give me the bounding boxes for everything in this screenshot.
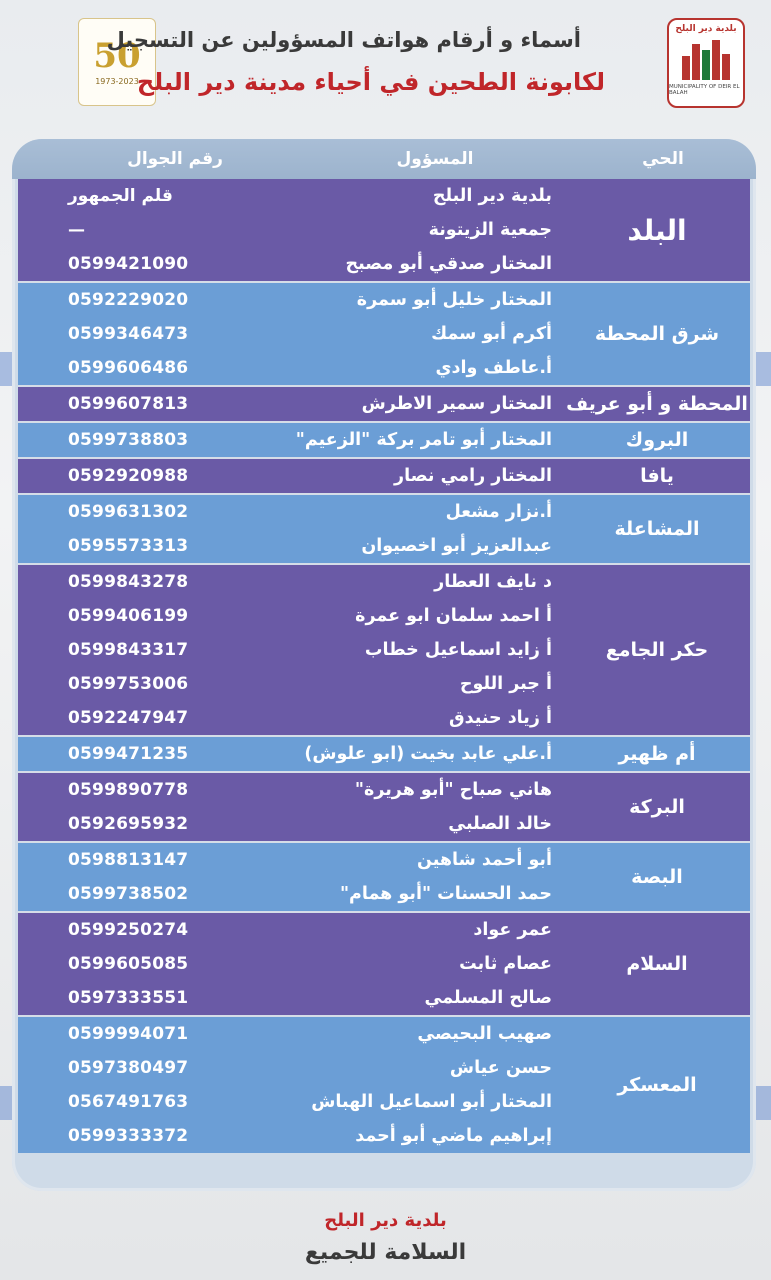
header-person: المسؤول [396,149,474,169]
contact-name: أكرم أبو سمك [431,324,552,344]
contact-name: المختار أبو اسماعيل الهباش [311,1092,552,1112]
hood-contacts [18,283,564,385]
header-phone: رقم الجوال [127,149,223,169]
contact-phone: 0599738502 [68,884,189,904]
hood-group [18,179,750,281]
registration-table [12,139,756,1191]
contact-name: صهيب البحيصي [417,1024,552,1044]
contact-name: عصام ثابت [459,954,552,974]
table-row [18,913,564,947]
anniversary-number: 50 [93,35,141,76]
hood-contacts [18,843,564,911]
hood-group [18,841,750,911]
contact-phone: 0599333372 [68,1126,189,1146]
table-row [18,947,564,981]
contact-name: المختار صدقي أبو مصبح [345,254,552,274]
municipality-logo-english: MUNICIPALITY OF DEIR EL BALAH [669,84,740,96]
table-row [18,351,564,385]
hood-contacts [18,179,564,281]
contact-name: جمعية الزيتونة [428,220,552,240]
table-row [18,459,564,493]
hood-name: شرق المحطة [594,323,720,345]
hood-group [18,493,750,563]
table-row [18,179,564,213]
hood-name: يافا [640,465,674,487]
contact-phone: 0592695932 [68,814,189,834]
hood-contacts [18,423,564,457]
table-row [18,773,564,807]
hood-contacts [18,913,564,1015]
contact-name: المختار سمير الاطرش [361,394,552,414]
contact-phone: 0599406199 [68,606,189,626]
hood-group [18,911,750,1015]
contact-phone: 0599471235 [68,744,189,764]
contact-name: عبدالعزيز أبو اخصيوان [361,536,552,556]
header [0,0,771,140]
table-row [18,599,564,633]
city-skyline-icon [678,36,734,82]
contact-name: أ.علي عابد بخيت (ابو علوش) [304,744,552,764]
contact-phone: — [68,220,86,240]
contact-name: المختار أبو تامر بركة "الزعيم" [295,430,552,450]
table-row [18,807,564,841]
hood-contacts [18,387,564,421]
hood-group [18,563,750,735]
contact-phone: 0599994071 [68,1024,189,1044]
hood-name: أم ظهير [618,743,696,765]
table-row [18,565,564,599]
table-row [18,495,564,529]
contact-phone: 0592229020 [68,290,189,310]
contact-phone: 0599421090 [68,254,189,274]
table-row [18,667,564,701]
hood-contacts [18,1017,564,1153]
table-row [18,283,564,317]
hood-group [18,735,750,771]
hood-group [18,281,750,385]
bg-stripe-right-2 [756,1086,771,1120]
hood-contacts [18,565,564,735]
table-row [18,633,564,667]
table-row [18,423,564,457]
contact-name: المختار رامي نصار [394,466,552,486]
hood-name: المشاعلة [614,518,700,540]
table-row [18,529,564,563]
contact-phone: 0599738803 [68,430,189,450]
table-row [18,1119,564,1153]
table-row [18,843,564,877]
hood-name: البصة [631,866,683,888]
contact-name: إبراهيم ماضي أبو أحمد [355,1126,552,1146]
table-row [18,213,564,247]
table-row [18,981,564,1015]
hood-contacts [18,773,564,841]
contact-name: صالح المسلمي [424,988,552,1008]
municipality-logo [667,18,745,108]
hood-name: البلد [627,213,687,247]
contact-phone: 0599843317 [68,640,189,660]
contact-phone: 0599753006 [68,674,189,694]
hood-group [18,421,750,457]
contact-phone: 0599843278 [68,572,189,592]
contact-name: بلدية دير البلح [432,186,552,206]
hood-group [18,385,750,421]
hood-contacts [18,737,564,771]
header-hood: الحي [642,149,684,169]
hood-name: البروك [625,429,689,451]
hood-contacts [18,459,564,493]
table-body [18,179,750,1153]
table-row [18,1085,564,1119]
contact-phone: 0597380497 [68,1058,189,1078]
contact-phone: 0598813147 [68,850,189,870]
contact-name: أ زياد حنيدق [448,708,552,728]
contact-name: د نايف العطار [434,572,552,592]
page-subtitle: لكابونة الطحين في أحياء مدينة دير البلح [136,68,605,96]
hood-group [18,1015,750,1153]
contact-name: أبو أحمد شاهين [417,850,552,870]
contact-name: حسن عياش [449,1058,552,1078]
contact-name: هاني صباح "أبو هريرة" [354,780,552,800]
table-row [18,1017,564,1051]
hood-contacts [18,495,564,563]
contact-name: أ احمد سلمان ابو عمرة [355,606,552,626]
contact-phone: 0599607813 [68,394,189,414]
contact-name: حمد الحسنات "أبو همام" [339,884,552,904]
footer-municipality: بلدية دير البلح [324,1210,447,1231]
hood-name: المحطة و أبو عريف [566,393,748,415]
hood-name: حكر الجامع [605,639,709,661]
hood-name: السلام [626,953,688,975]
bg-stripe-right [756,352,771,386]
contact-phone: 0599250274 [68,920,189,940]
contact-phone: 0567491763 [68,1092,189,1112]
table-row [18,1051,564,1085]
contact-name: خالد الصلبي [448,814,552,834]
table-row [18,247,564,281]
contact-name: أ جبر اللوح [459,674,552,694]
table-row [18,737,564,771]
table-row [18,701,564,735]
contact-name: عمر عواد [473,920,552,940]
contact-phone: 0599890778 [68,780,189,800]
contact-phone: 0592920988 [68,466,189,486]
hood-name: المعسكر [617,1074,697,1096]
contact-name: أ.عاطف وادي [435,358,552,378]
contact-phone: 0599606486 [68,358,189,378]
contact-phone: 0599605085 [68,954,189,974]
anniversary-years: 1973-2023 [95,76,139,86]
hood-group [18,457,750,493]
table-row [18,877,564,911]
municipality-logo-arabic: بلدية دير البلح [675,24,737,34]
contact-phone: قلم الجمهور [68,186,173,206]
footer-slogan: السلامة للجميع [304,1240,467,1265]
table-header [12,139,756,179]
contact-name: أ.نزار مشعل [445,502,552,522]
contact-name: أ زايد اسماعيل خطاب [364,640,552,660]
contact-phone: 0595573313 [68,536,189,556]
table-row [18,387,564,421]
contact-phone: 0599346473 [68,324,189,344]
table-row [18,317,564,351]
contact-phone: 0597333551 [68,988,189,1008]
hood-group [18,771,750,841]
contact-phone: 0592247947 [68,708,189,728]
contact-name: المختار خليل أبو سمرة [356,290,552,310]
hood-name: البركة [629,796,685,818]
contact-phone: 0599631302 [68,502,189,522]
page-title: أسماء و أرقام هواتف المسؤولين عن التسجيل [106,28,581,52]
